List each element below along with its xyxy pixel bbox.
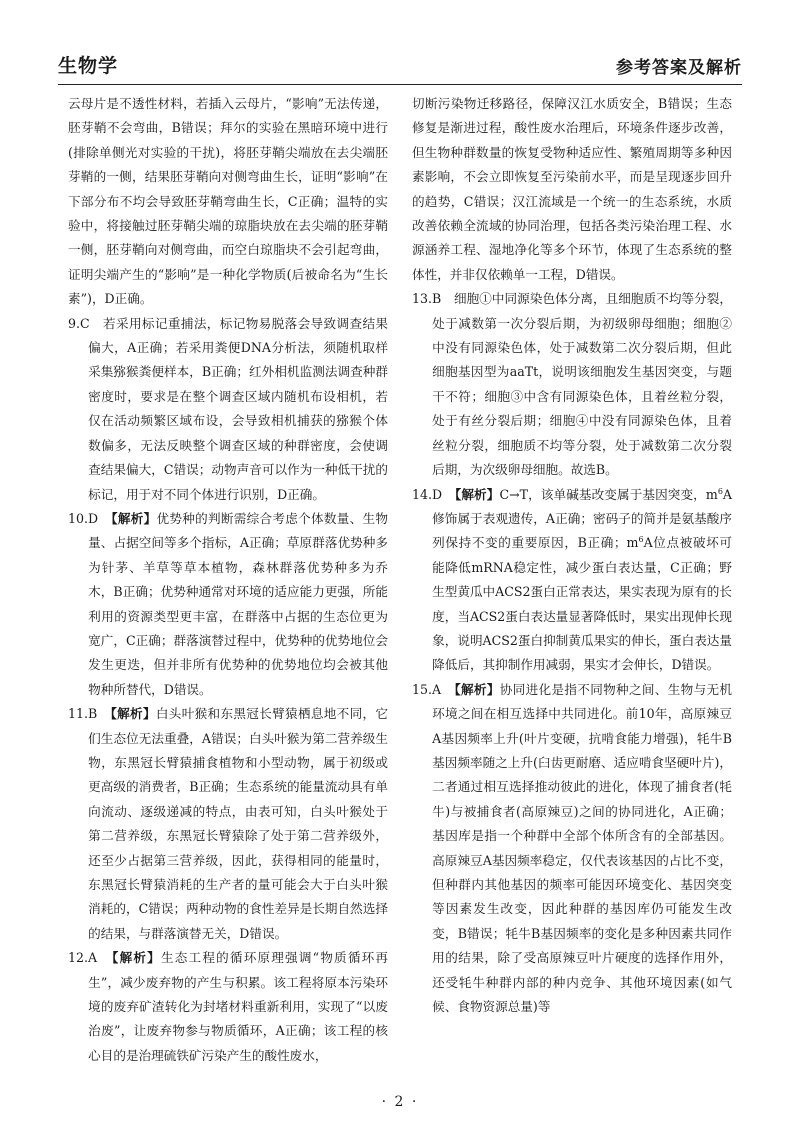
- answer-11-tag: 【解析】: [110, 706, 156, 722]
- answer-10-tag: 【解析】: [111, 510, 157, 526]
- answer-10-number: 10.D: [68, 510, 99, 526]
- answer-9-text: 若采用标记重捕法，标记物易脱落会导致调查结果偏大，A正确；若采用粪便DNA分析法，须随机取样采集猕猴粪便样本，B正确；红外相机监测法调查种群密度时，要求是在整个调查区域内随机布设相机，若仅在活动频繁区域布设，会导致相机捕获的猕猴个体数偏多，无法反映整个调查区域的种群密度，会使调查结果偏大，C错误；动物声音可以作为一种低干扰的标记，用于对不同个体进行识别，D正确。: [88, 315, 389, 502]
- answer-13-number: 13.B: [412, 291, 442, 307]
- right-column: [412, 92, 732, 1082]
- answer-13: [412, 287, 732, 482]
- answer-15-text: 协同进化是指不同物种之间、生物与无机环境之间在相互选择中共同进化。前10年，高原辣豆A基因频率上升(叶片变硬，抗啃食能力增强)，牦牛B基因频率随之上升(臼齿更耐磨、适应啃食坚硬叶片)，二者通过相互选择推动彼此的进化，体现了捕食者(牦牛)与被捕食者(高原辣豆)之间的协同进化，A正确；基因库是指一个种群中全部个体所含有的全部基因。高原辣豆A基因频率稳定，仅代表该基因的占比不变，但种群内其他基因的频率可能因环境变化、基因突变等因素发生改变，因此种群的基因库仍可能发生改变，B错误；牦牛B基因频率的变化是多种因素共同作用的结果，除了受高原辣豆叶片硬度的选择作用外，还受牦牛种群内部的种内竞争、其他环境因素(如气候、食物资源总量)等: [432, 681, 733, 1015]
- q12-continuation: 切断污染物迁移路径，保障汉江水质安全，B错误；生态修复是渐进过程，酸性废水治理后，环境条件逐步改善，但生物种群数量的恢复受物种适应性、繁殖周期等多种因素影响，不会立即恢复至污染前水平，而是呈现逐步回升的趋势，C错误；汉江流域是一个统一的生态系统，水质改善依赖全流域的协同治理，包括各类污染治理工程、水源涵养工程、湿地净化等多个环节，体现了生态系统的整体性，并非仅依赖单一工程，D错误。: [412, 96, 732, 282]
- left-column: [68, 92, 388, 1082]
- answer-13-text: 细胞①中同源染色体分离，且细胞质不均等分裂，处于减数第一次分裂后期，为初级卵母细胞；细胞②中没有同源染色体，处于减数第二次分裂后期，但此细胞基因型为aaTt，说明该细胞发生基因突变，与题干不符；细胞③中含有同源染色体，且着丝粒分裂，处于有丝分裂后期；细胞④中没有同源染色体，且着丝粒分裂，细胞质不均等分裂，处于减数第二次分裂后期，为次级卵母细胞。故选B。: [432, 291, 733, 478]
- answer-14-tag: 【解析】: [454, 486, 500, 502]
- answer-15-number: 15.A: [412, 681, 442, 697]
- answer-11: [68, 702, 388, 946]
- answer-14-number: 14.D: [412, 486, 443, 502]
- answer-15-tag: 【解析】: [454, 681, 500, 697]
- answer-12-text: 生态工程的循环原理强调“物质循环再生”，减少废弃物的产生与积累。该工程将原本污染环境的废弃矿渣转化为封堵材料重新利用，实现了“以废治废”，让废弃物参与物质循环，A正确；该工程的核心目的是治理硫铁矿污染产生的酸性废水，: [88, 950, 388, 1063]
- answer-9: [68, 312, 388, 507]
- answer-11-text: 白头叶猴和东黑冠长臂猿栖息地不同，它们生态位无法重叠，A错误；白头叶猴为第二营养级生物，东黑冠长臂猿捕食植物和小型动物，属于初级或更高级的消费者，B正确；生态系统的能量流动具有单向流动、逐级递减的特点，由表可知，白头叶猴处于第二营养级，东黑冠长臂猿除了处于第二营养级外，还至少占据第三营养级，因此，获得相同的能量时，东黑冠长臂猿消耗的生产者的量可能会大于白头叶猴消耗的，C错误；两种动物的食性差异是长期自然选择的结果，与群落演替无关，D错误。: [88, 706, 389, 941]
- answer-14-sup-1: 6: [717, 486, 723, 496]
- answer-12-number: 12.A: [68, 950, 98, 966]
- answer-10-text: 优势种的判断需综合考虑个体数量、生物量、占据空间等多个指标，A正确；草原群落优势种多为针茅、羊草等草本植物，森林群落优势种多为乔木，B正确；优势种通常对环境的适应能力更强，所能利用的资源类型更丰富，在群落中占据的生态位更为宽广，C正确；群落演替过程中，优势种的优势地位会发生更迭，但并非所有优势种的优势地位均会被其他物种所替代，D错误。: [88, 510, 389, 697]
- subject-title: 生物学: [58, 55, 119, 77]
- answer-15: [412, 678, 732, 1020]
- page-header: [58, 44, 742, 85]
- answer-12-tag: 【解析】: [112, 950, 161, 966]
- answer-9-number: 9.C: [68, 315, 90, 331]
- answer-14-sup-2: 6: [638, 535, 644, 545]
- section-title: 参考答案及解析: [616, 58, 742, 78]
- page-number: · 2 ·: [381, 1094, 419, 1110]
- answer-12: [68, 946, 388, 1068]
- answer-14-text-a: C→T，该单碱基改变属于基因突变，m: [499, 486, 718, 502]
- answer-10: [68, 507, 388, 702]
- answer-columns: [68, 92, 732, 1082]
- answer-14: [412, 483, 732, 678]
- q8-continuation: 云母片是不透性材料，若插入云母片，“影响”无法传递，胚芽鞘不会弯曲，B错误；拜尔的实验在黑暗环境中进行(排除单侧光对实验的干扰)，将胚芽鞘尖端放在去尖端胚芽鞘的一侧，结果胚芽鞘向对侧弯曲生长，证明“影响”在下部分布不均会导致胚芽鞘弯曲生长，C正确；温特的实验中，将接触过胚芽鞘尖端的琼脂块放在去尖端的胚芽鞘一侧，胚芽鞘向对侧弯曲，而空白琼脂块不会引起弯曲，证明尖端产生的“影响”是一种化学物质(后被命名为“生长素”)，D正确。: [68, 96, 388, 307]
- answer-14-text-c: A位点被破坏可能降低mRNA稳定性，减少蛋白表达量，C正确；野生型黄瓜中ACS2蛋白正常表达，果实表现为原有的长度，当ACS2蛋白表达量显著降低时，果实出现伸长现象，说明ACS2蛋白抑制黄瓜果实的伸长，蛋白表达量降低后，其抑制作用减弱，果实才会伸长，D错误。: [432, 535, 732, 673]
- answer-11-number: 11.B: [68, 706, 98, 722]
- answer-14-text-b: A修饰属于表观遗传，A正确；密码子的简并是氨基酸序列保持不变的重要原因，B正确；m: [432, 486, 733, 551]
